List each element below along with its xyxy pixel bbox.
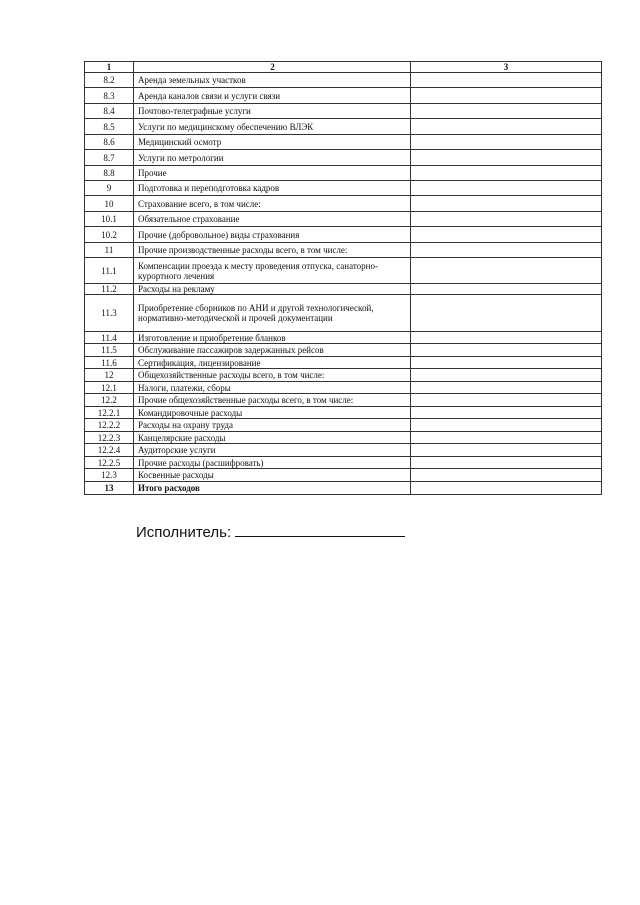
row-number: 8.2 bbox=[85, 73, 134, 88]
table-row bbox=[85, 135, 602, 150]
row-value bbox=[411, 457, 602, 469]
row-number: 11 bbox=[85, 243, 134, 258]
table-row bbox=[85, 344, 602, 357]
row-number: 8.7 bbox=[85, 150, 134, 166]
table-header-row bbox=[85, 62, 602, 73]
row-number: 12.2.1 bbox=[85, 407, 134, 419]
table-row bbox=[85, 369, 602, 382]
row-description: Аудиторские услуги bbox=[134, 444, 411, 457]
row-description: Общехозяйственные расходы всего, в том числе: bbox=[134, 369, 411, 382]
table-row bbox=[85, 419, 602, 432]
expenses-table-body bbox=[85, 62, 602, 495]
row-value bbox=[411, 432, 602, 444]
table-row bbox=[85, 119, 602, 135]
row-number: 12.2.3 bbox=[85, 432, 134, 444]
row-description: Страхование всего, в том числе: bbox=[134, 196, 411, 212]
row-description: Услуги по метрологии bbox=[134, 150, 411, 166]
table-row bbox=[85, 73, 602, 88]
header-col-2: 2 bbox=[134, 62, 411, 73]
row-number: 11.2 bbox=[85, 284, 134, 295]
row-value bbox=[411, 150, 602, 166]
row-description: Аренда каналов связи и услуги связи bbox=[134, 88, 411, 104]
row-number: 8.4 bbox=[85, 104, 134, 119]
row-description: Прочие расходы (расшифровать) bbox=[134, 457, 411, 469]
row-description: Компенсации проезда к месту проведения отпуска, санаторно-курортного лечения bbox=[134, 258, 411, 284]
row-description: Командировочные расходы bbox=[134, 407, 411, 419]
table-row bbox=[85, 332, 602, 344]
row-description: Прочие общехозяйственные расходы всего, в том числе: bbox=[134, 394, 411, 407]
row-value bbox=[411, 357, 602, 369]
row-value bbox=[411, 73, 602, 88]
row-value bbox=[411, 407, 602, 419]
row-value bbox=[411, 227, 602, 243]
row-value bbox=[411, 284, 602, 295]
table-row bbox=[85, 295, 602, 332]
table-row bbox=[85, 382, 602, 394]
table-row bbox=[85, 284, 602, 295]
row-number: 12 bbox=[85, 369, 134, 382]
row-description: Почтово-телеграфные услуги bbox=[134, 104, 411, 119]
row-description: Медицинский осмотр bbox=[134, 135, 411, 150]
row-description: Подготовка и переподготовка кадров bbox=[134, 181, 411, 196]
row-description: Услуги по медицинскому обеспечению ВЛЭК bbox=[134, 119, 411, 135]
row-number: 12.2 bbox=[85, 394, 134, 407]
row-number: 11.1 bbox=[85, 258, 134, 284]
row-description: Сертификация, лицензирование bbox=[134, 357, 411, 369]
header-col-1: 1 bbox=[85, 62, 134, 73]
table-row bbox=[85, 482, 602, 495]
table-row bbox=[85, 444, 602, 457]
row-number: 13 bbox=[85, 482, 134, 495]
row-number: 12.1 bbox=[85, 382, 134, 394]
row-description: Налоги, платежи, сборы bbox=[134, 382, 411, 394]
expenses-table bbox=[84, 61, 602, 495]
row-description: Итого расходов bbox=[134, 482, 411, 495]
row-value bbox=[411, 119, 602, 135]
row-description: Расходы на рекламу bbox=[134, 284, 411, 295]
row-value bbox=[411, 258, 602, 284]
table-row bbox=[85, 258, 602, 284]
table-row bbox=[85, 196, 602, 212]
row-value bbox=[411, 104, 602, 119]
table-row bbox=[85, 227, 602, 243]
row-value bbox=[411, 344, 602, 357]
header-col-3: 3 bbox=[411, 62, 602, 73]
row-value bbox=[411, 135, 602, 150]
row-value bbox=[411, 382, 602, 394]
row-number: 12.2.5 bbox=[85, 457, 134, 469]
table-row bbox=[85, 150, 602, 166]
row-number: 11.5 bbox=[85, 344, 134, 357]
row-number: 12.3 bbox=[85, 469, 134, 482]
table-row bbox=[85, 469, 602, 482]
row-value bbox=[411, 369, 602, 382]
table-row bbox=[85, 407, 602, 419]
table-row bbox=[85, 104, 602, 119]
row-value bbox=[411, 181, 602, 196]
row-number: 9 bbox=[85, 181, 134, 196]
row-number: 11.3 bbox=[85, 295, 134, 332]
row-description: Прочие (добровольное) виды страхования bbox=[134, 227, 411, 243]
row-number: 8.6 bbox=[85, 135, 134, 150]
table-row bbox=[85, 457, 602, 469]
row-description: Обслуживание пассажиров задержанных рейсов bbox=[134, 344, 411, 357]
table-row bbox=[85, 357, 602, 369]
row-value bbox=[411, 196, 602, 212]
row-value bbox=[411, 482, 602, 495]
signature-label: Исполнитель: bbox=[136, 524, 232, 541]
row-value bbox=[411, 166, 602, 181]
table-row bbox=[85, 243, 602, 258]
row-number: 10 bbox=[85, 196, 134, 212]
signature-line bbox=[235, 522, 405, 537]
row-number: 10.2 bbox=[85, 227, 134, 243]
row-value bbox=[411, 295, 602, 332]
row-description: Прочие bbox=[134, 166, 411, 181]
row-value bbox=[411, 243, 602, 258]
table-row bbox=[85, 88, 602, 104]
row-number: 11.6 bbox=[85, 357, 134, 369]
table-row bbox=[85, 166, 602, 181]
row-description: Аренда земельных участков bbox=[134, 73, 411, 88]
row-description: Обязательное страхование bbox=[134, 212, 411, 227]
row-description: Расходы на охрану труда bbox=[134, 419, 411, 432]
row-number: 8.8 bbox=[85, 166, 134, 181]
row-number: 11.4 bbox=[85, 332, 134, 344]
row-value bbox=[411, 212, 602, 227]
row-description: Изготовление и приобретение бланков bbox=[134, 332, 411, 344]
row-description: Прочие производственные расходы всего, в том числе: bbox=[134, 243, 411, 258]
row-value bbox=[411, 332, 602, 344]
row-number: 10.1 bbox=[85, 212, 134, 227]
row-description: Приобретение сборников по АНИ и другой технологической, нормативно-методической и прочей документации bbox=[134, 295, 411, 332]
row-number: 8.3 bbox=[85, 88, 134, 104]
row-number: 8.5 bbox=[85, 119, 134, 135]
table-row bbox=[85, 394, 602, 407]
table-row bbox=[85, 212, 602, 227]
row-value bbox=[411, 88, 602, 104]
row-description: Косвенные расходы bbox=[134, 469, 411, 482]
table-row bbox=[85, 181, 602, 196]
signature-block bbox=[136, 522, 405, 541]
row-number: 12.2.2 bbox=[85, 419, 134, 432]
row-value bbox=[411, 394, 602, 407]
row-value bbox=[411, 419, 602, 432]
row-value bbox=[411, 469, 602, 482]
row-value bbox=[411, 444, 602, 457]
table-row bbox=[85, 432, 602, 444]
row-number: 12.2.4 bbox=[85, 444, 134, 457]
row-description: Канцелярские расходы bbox=[134, 432, 411, 444]
